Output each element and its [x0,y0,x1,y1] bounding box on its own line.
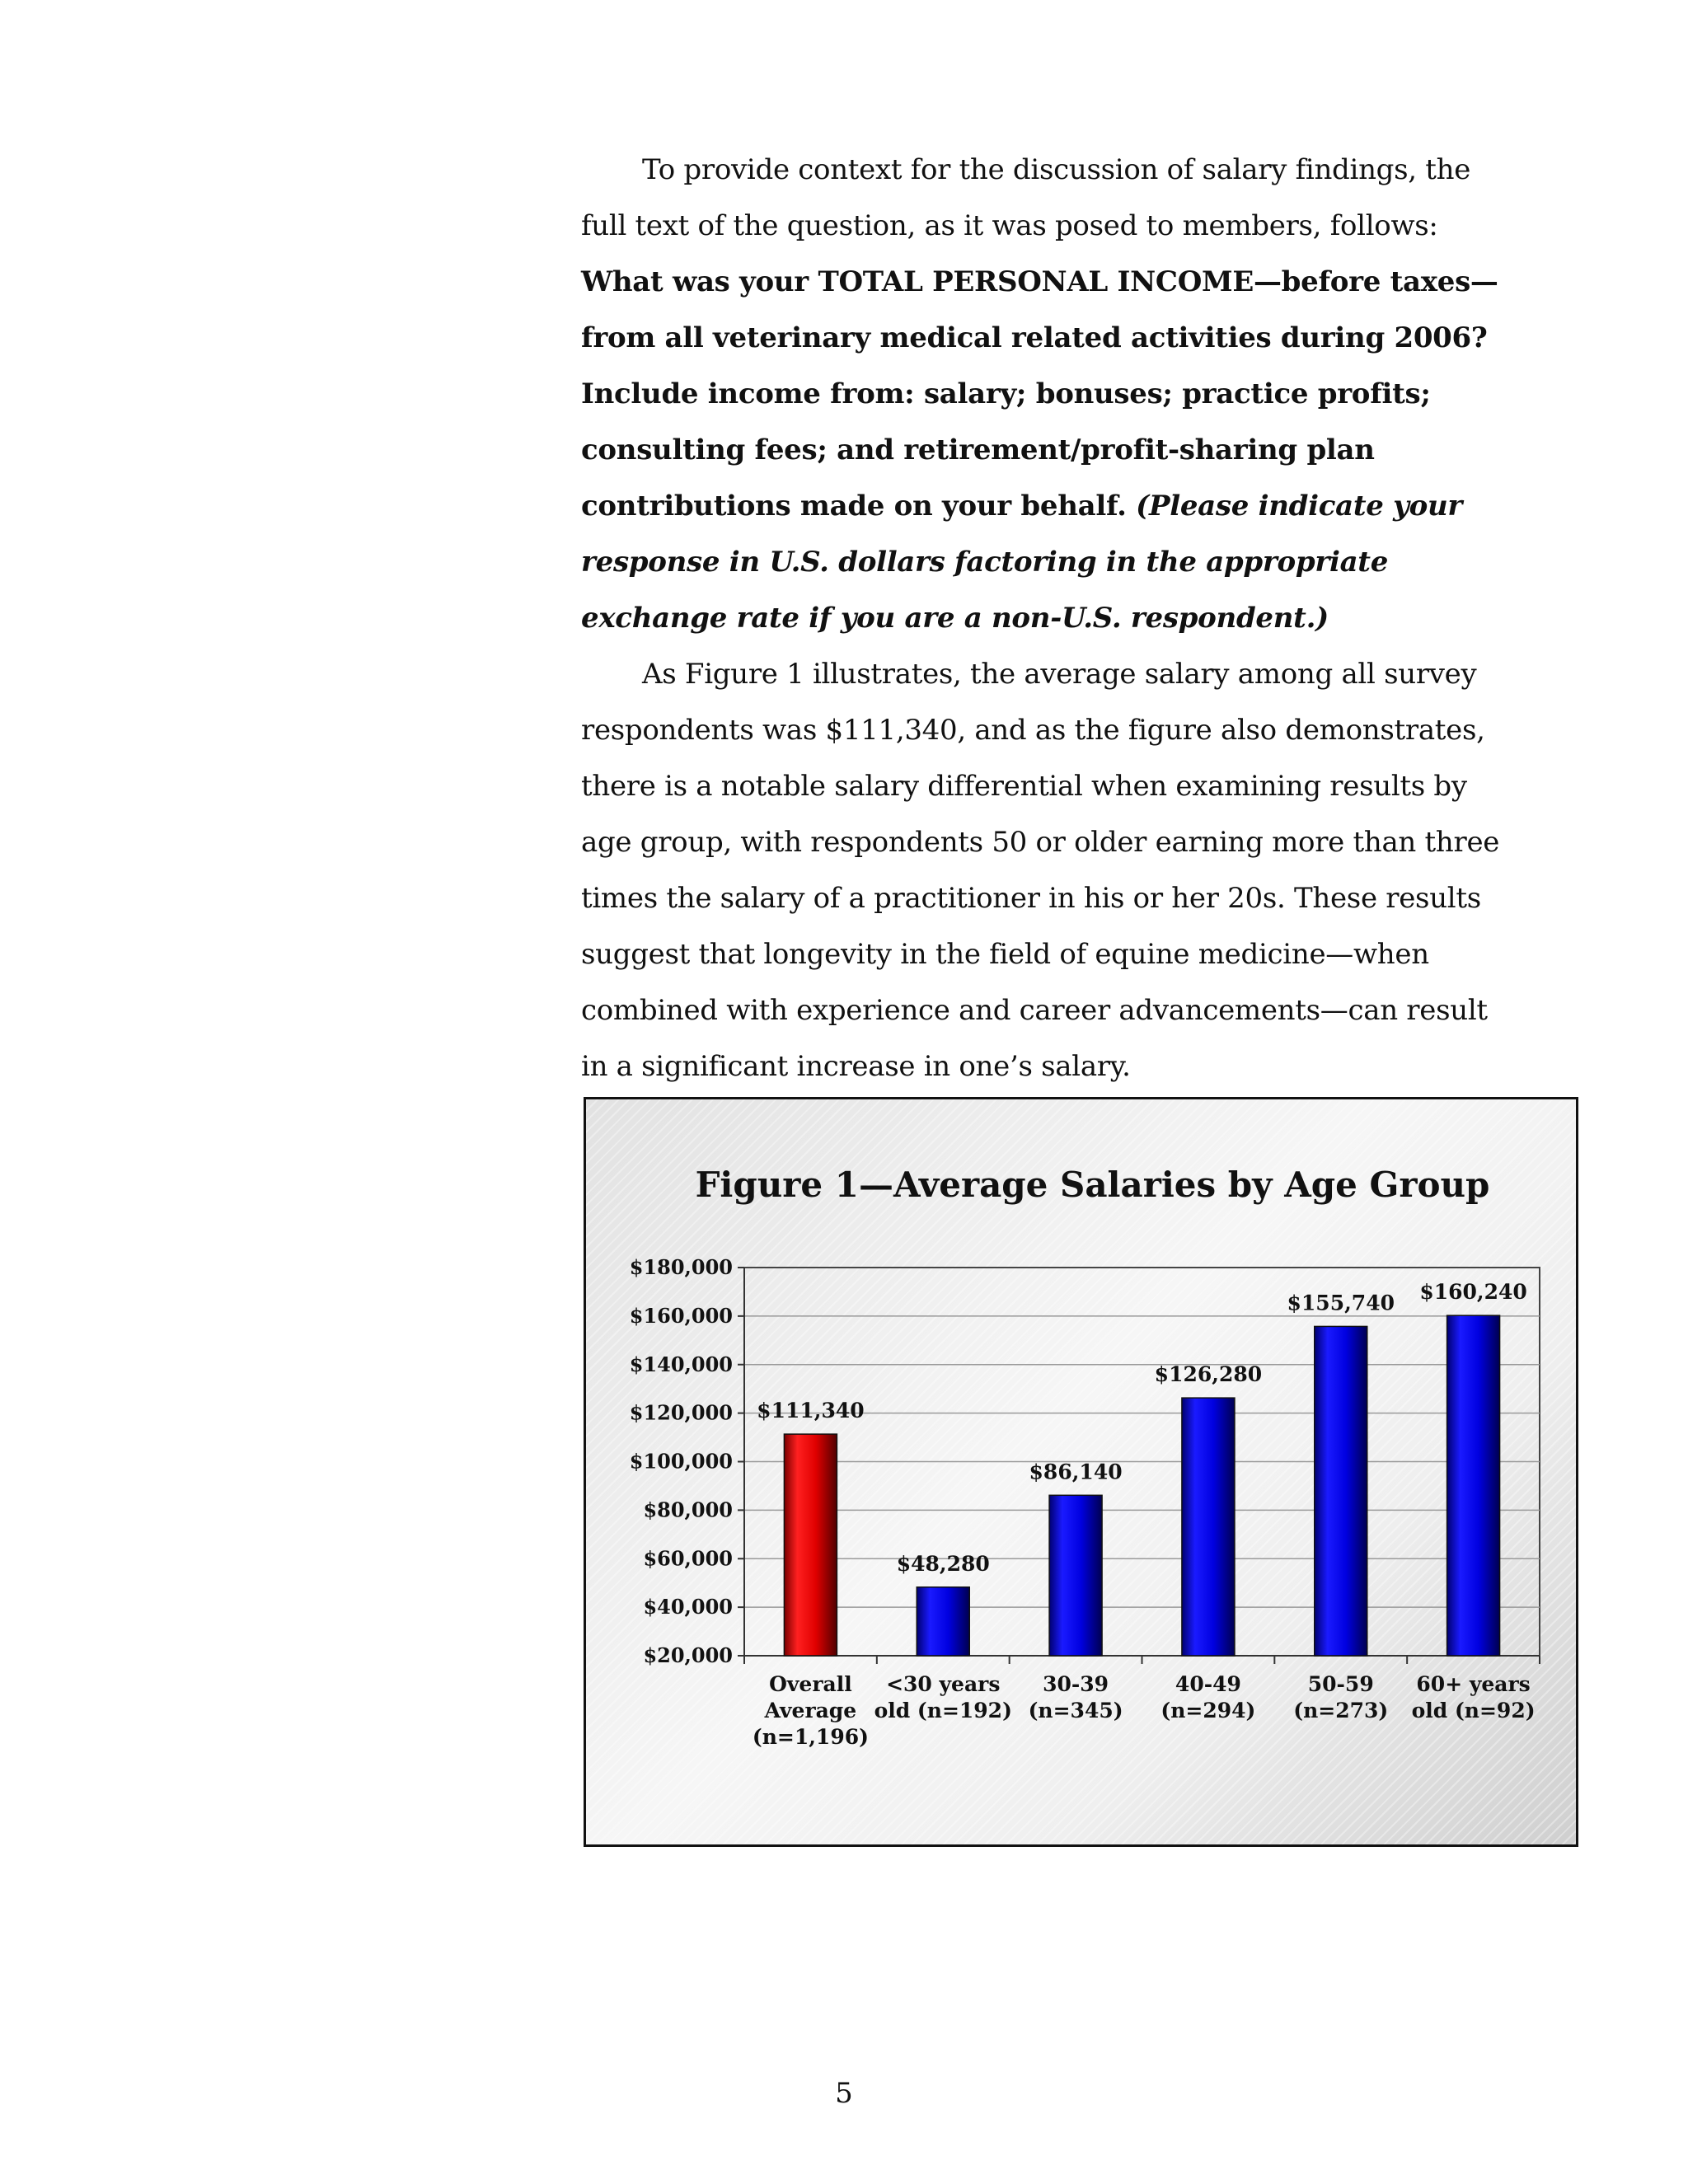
x-category-label: (n=1,196) [752,1725,869,1749]
bar-value-label: $86,140 [1029,1460,1123,1484]
y-tick-label: $80,000 [643,1497,733,1522]
bar [917,1587,969,1656]
x-category-label: Average [764,1699,857,1722]
bar [1049,1495,1102,1656]
y-tick-label: $60,000 [643,1546,733,1571]
x-category-label: (n=273) [1293,1699,1389,1722]
bar [784,1434,837,1656]
page-number: 5 [835,2077,853,2110]
y-tick-label: $180,000 [629,1255,733,1279]
paragraph-intro: To provide context for the discussion of salary findings, the full text of the question, as it was posed to members, follows: [581,153,1471,242]
y-tick-label: $40,000 [643,1595,733,1619]
x-category-label: Overall [769,1672,852,1696]
bar [1447,1315,1500,1656]
x-category-label: <30 years [886,1672,1001,1696]
x-category-label: 60+ years [1416,1672,1531,1696]
x-category-label: 50-59 [1307,1672,1374,1696]
bar-value-label: $111,340 [757,1399,865,1423]
x-category-label: (n=294) [1160,1699,1256,1722]
bar-value-label: $155,740 [1287,1291,1395,1315]
y-tick-label: $140,000 [629,1352,733,1376]
bar-value-label: $126,280 [1154,1362,1263,1387]
y-tick-label: $160,000 [629,1303,733,1328]
survey-question: What was your TOTAL PERSONAL INCOME—before taxes—from all veterinary medical related activities during 2006? Include income from: salary; bonuses; practice profits; consulting fees; and retirement/profit-sharing plan contributions made on your behalf. [581,265,1498,523]
figure-1-chart [584,1097,1578,1847]
x-category-label: 30-39 [1043,1672,1109,1696]
bar-chart [586,1099,1576,1844]
chart-title: Figure 1—Average Salaries by Age Group [695,1165,1490,1205]
x-category-label: old (n=92) [1411,1699,1536,1722]
x-category-label: 40-49 [1175,1672,1241,1696]
body-text [581,142,1521,1094]
bar [1315,1326,1367,1656]
paragraph-figure-discussion: As Figure 1 illustrates, the average salary among all survey respondents was $111,340, and as the figure also demonstrates, there is a notable salary differential when examining results by age group, with respondents 50 or older earning more than three times the salary of a practitioner in his or her 20s. These results suggest that longevity in the field of equine medicine—when combined with experience and career advancements—can result in a significant increase in one’s salary. [581,658,1500,1083]
bar [1182,1398,1235,1656]
y-tick-label: $20,000 [643,1643,733,1667]
y-tick-label: $120,000 [629,1400,733,1425]
paragraph-question-context [581,142,1521,646]
x-category-label: (n=345) [1028,1699,1123,1722]
bar-value-label: $48,280 [896,1551,990,1576]
bar-value-label: $160,240 [1419,1280,1527,1305]
y-tick-label: $100,000 [629,1449,733,1474]
x-category-label: old (n=192) [874,1699,1012,1722]
survey-question-instruction: (Please indicate your response in U.S. dollars factoring in the appropriate exchange rate if you are a non-U.S. respondent.) [581,490,1463,635]
